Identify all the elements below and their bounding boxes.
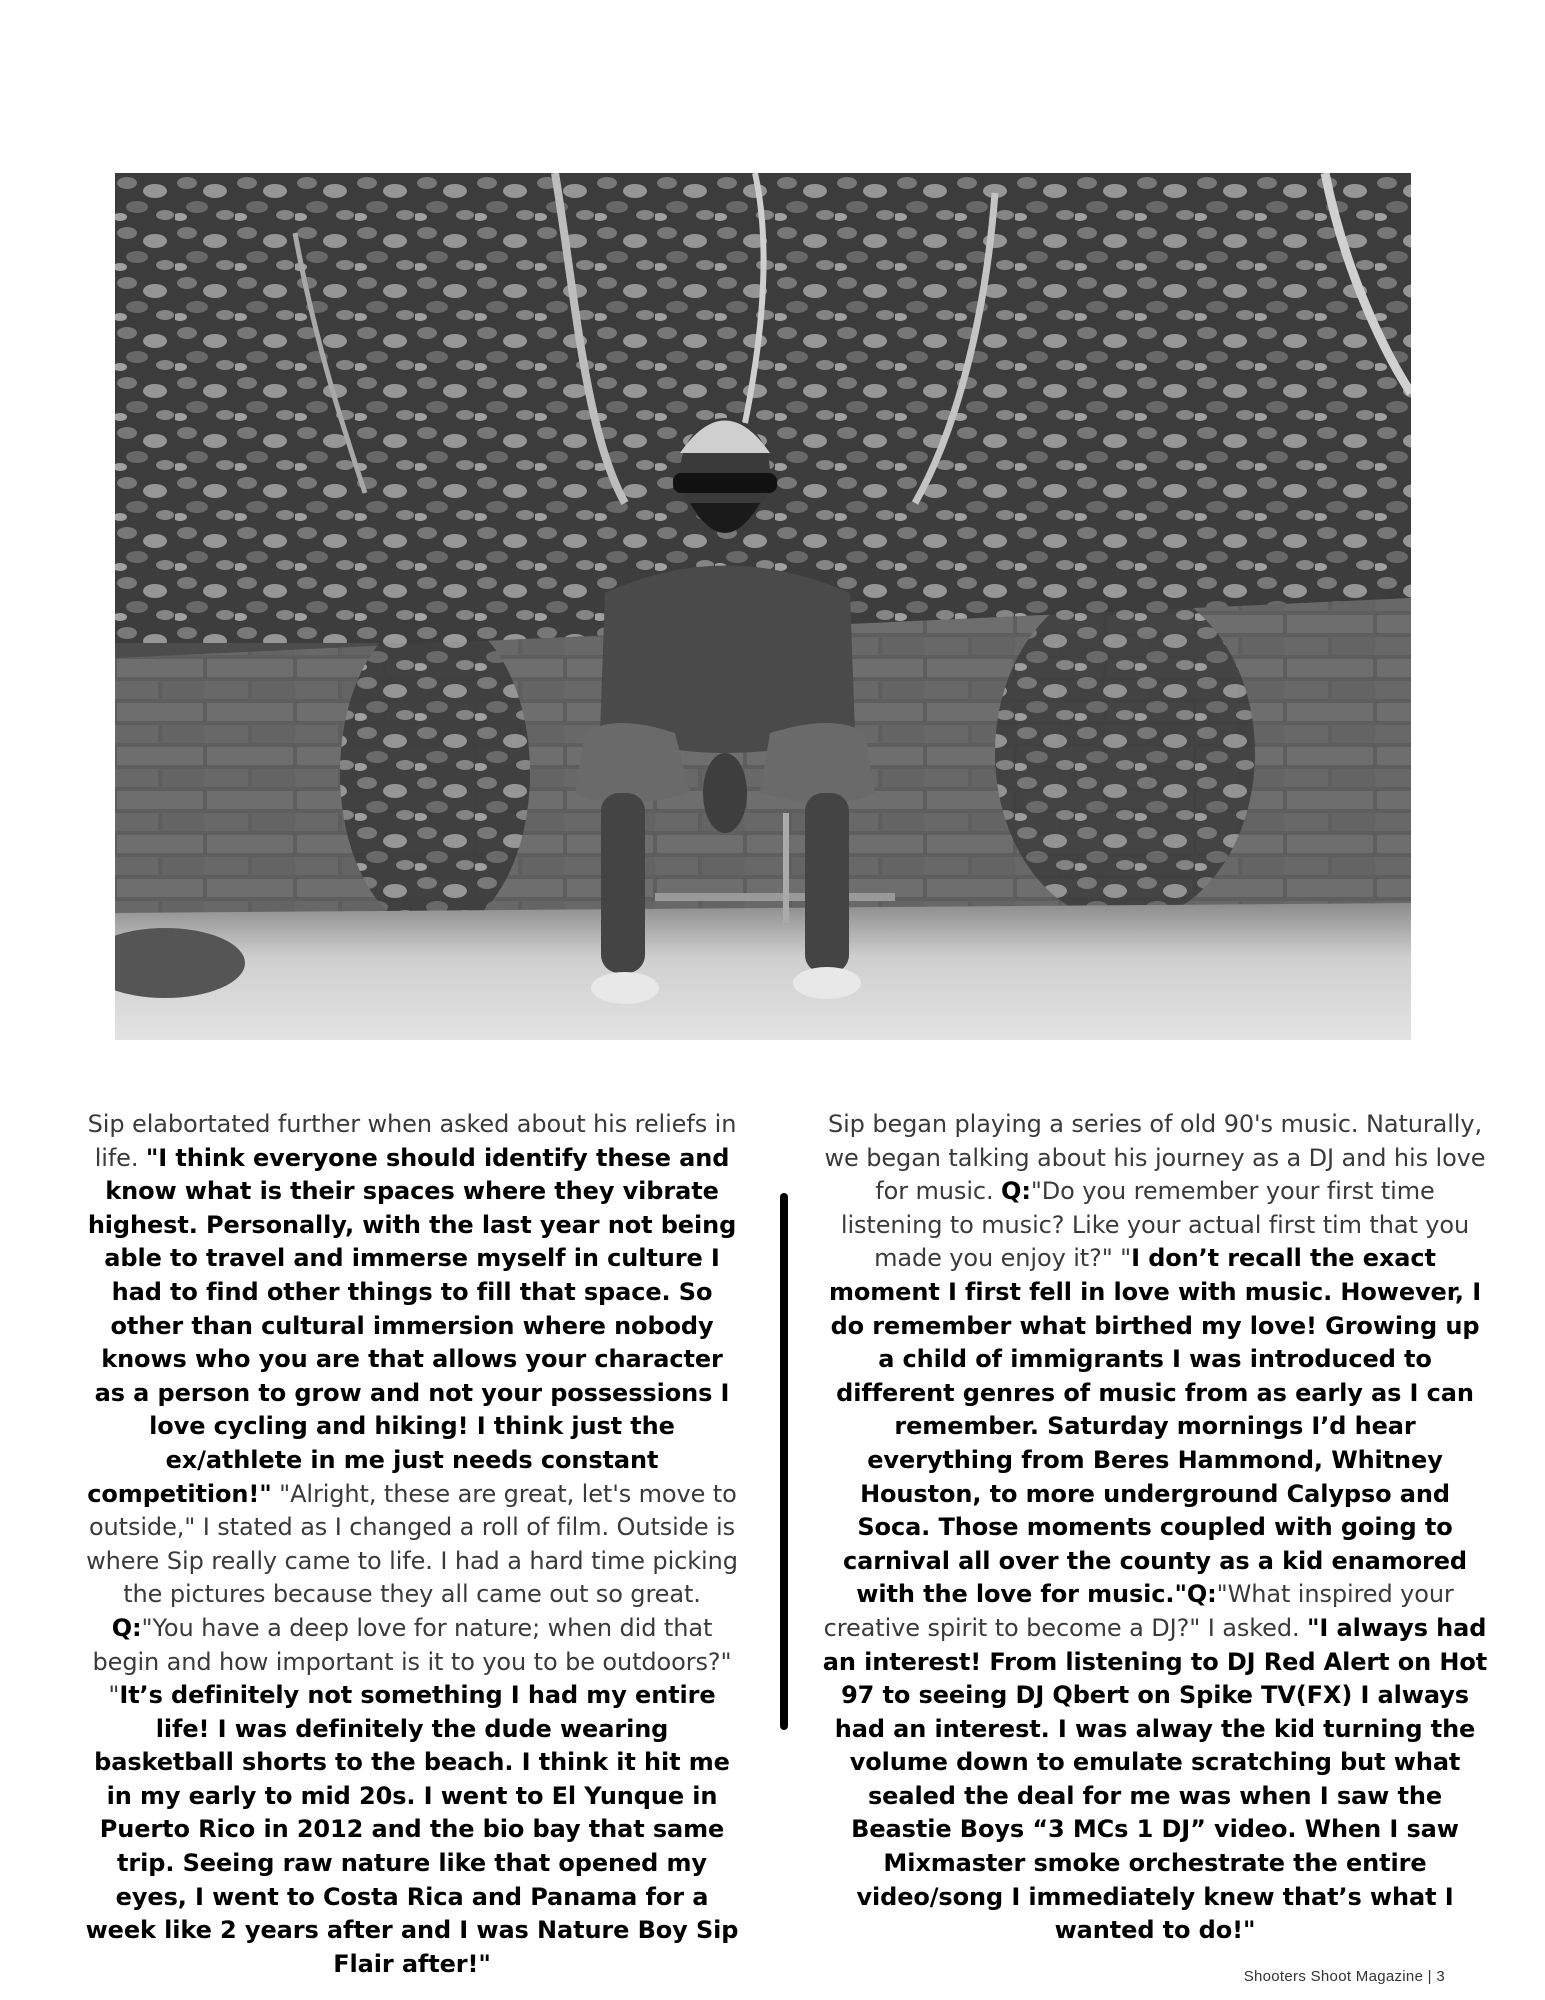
left-intro-text: Sip elabortated further when asked about his reliefs in life. xyxy=(87,1110,737,1172)
right-question-dj: "What inspired your creative spirit to become a DJ?" I asked. xyxy=(823,1580,1454,1642)
hero-photo-illustration xyxy=(115,173,1411,1040)
right-question-marker: Q: xyxy=(1001,1177,1031,1206)
right-text-column xyxy=(822,1108,1488,1948)
right-quote-dj: "I always had an interest! From listening to DJ Red Alert on Hot 97 to seeing DJ Qbert on Spike TV(FX) I always had an interest. I was alway the kid turning the volume down to emulate scratching but what sealed the deal for me was when I saw the Beastie Boys “3 MCs 1 DJ” video. When I saw Mixmaster smoke orchestrate the entire video/song I immediately knew that’s what I wanted to do!" xyxy=(822,1613,1488,1945)
left-quote-relief: "I think everyone should identify these and know what is their spaces where they vibrate highest. Personally, with the last year not being able to travel and immerse myself in culture I had to find other things to fill that space. So other than cultural immersion where nobody knows who you are that allows your character as a person to grow and not your possessions I love cycling and hiking! I think just the ex/athlete in me just needs constant competition!" xyxy=(87,1143,737,1508)
left-narration-outside: "Alright, these are great, let's move to outside," I stated as I changed a roll of film. Outside is where Sip really came to life. I had a hard time picking the pictures because they all came out so great. xyxy=(86,1479,738,1609)
left-quote-nature: It’s definitely not something I had my entire life! I was definitely the dude wearing basketball shorts to the beach. I think it hit me in my early to mid 20s. I went to El Yunque in Puerto Rico in 2012 and the bio bay that same trip. Seeing raw nature like that opened my eyes, I went to Costa Rica and Panama for a week like 2 years after and I was Nature Boy Sip Flair after!" xyxy=(85,1681,739,1978)
left-question-nature: "You have a deep love for nature; when did that begin and how important is it to you to be outdoors?" " xyxy=(92,1613,732,1710)
right-quote-love-music: I don’t recall the exact moment I first fell in love with music. However, I do remember what birthed my love! Growing up a child of immigrants I was introduced to different genres of music from as early as I can remember. Saturday mornings I’d hear everything from Beres Hammond, Whitney Houston, to more underground Calypso and Soca. Those moments coupled with going to carnival all over the county as a kid enamored with the love for music."Q: xyxy=(828,1244,1482,1609)
right-question-first-music: "Do you remember your first time listening to music? Like your actual first tim that you made you enjoy it?" " xyxy=(840,1177,1470,1273)
page-footer: Shooters Shoot Magazine | 3 xyxy=(1243,1968,1445,1985)
left-question-marker: Q: xyxy=(111,1613,142,1642)
left-text-column xyxy=(82,1108,742,1981)
column-divider xyxy=(780,1193,788,1730)
hero-photo xyxy=(115,173,1411,1040)
right-intro-text: Sip began playing a series of old 90's music. Naturally, we began talking about his journey as a DJ and his love for music. xyxy=(824,1110,1486,1206)
